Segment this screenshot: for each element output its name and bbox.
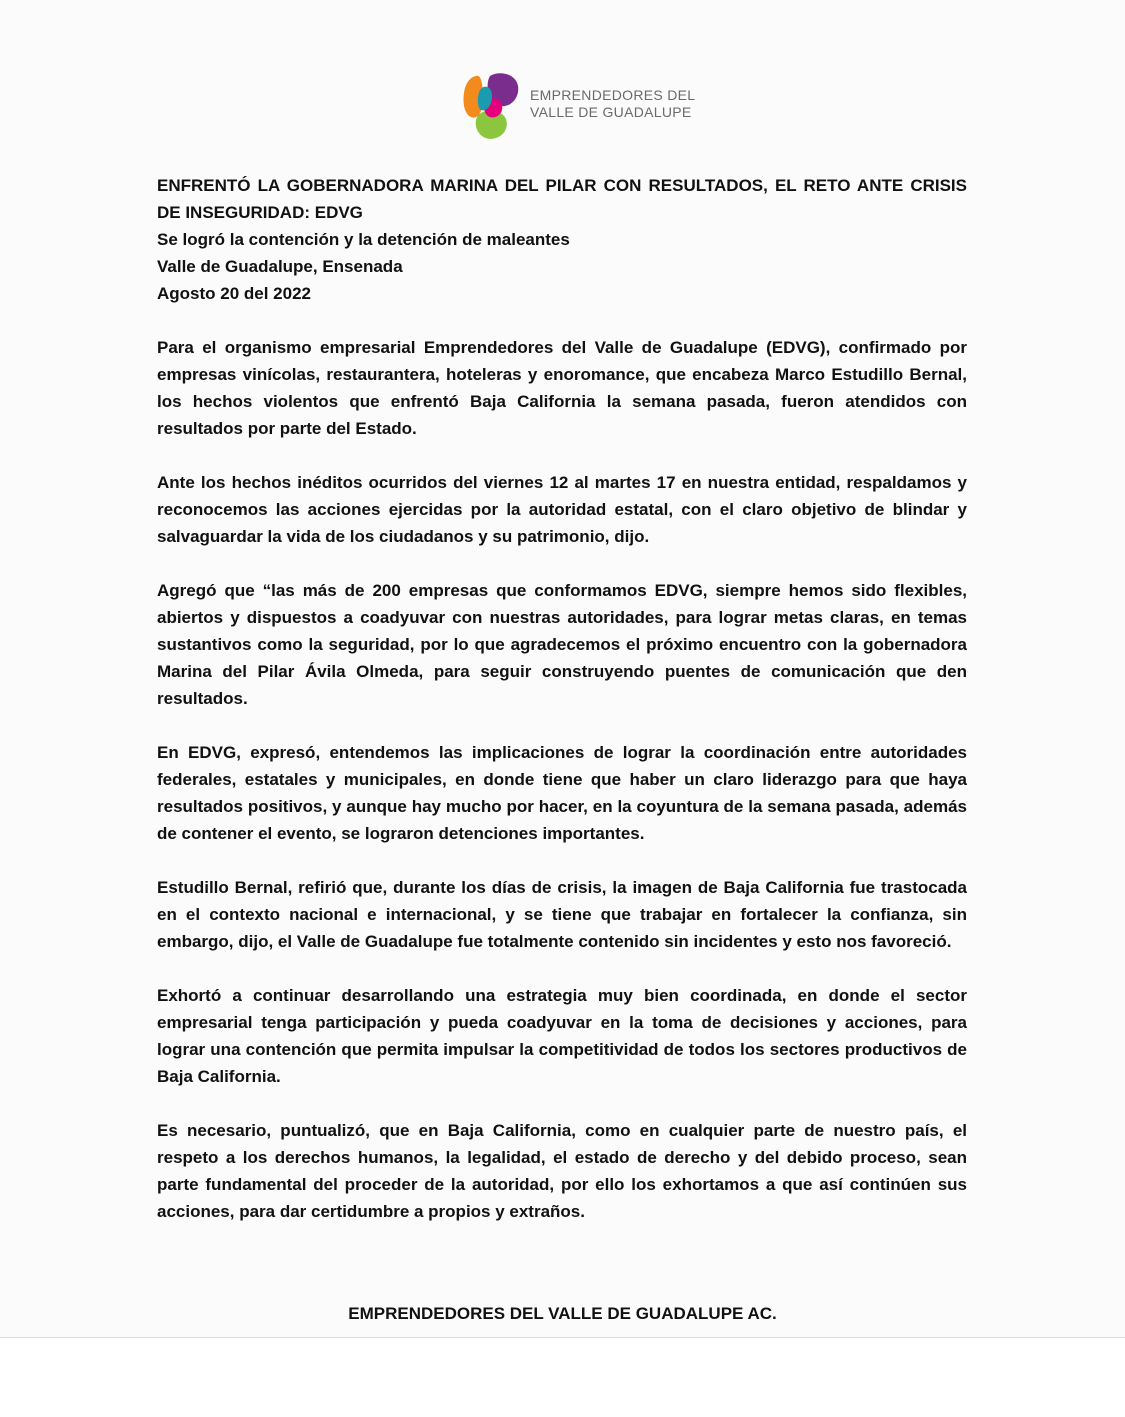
dateline-location: Valle de Guadalupe, Ensenada [157,257,403,276]
paragraph: Ante los hechos inéditos ocurridos del viernes 12 al martes 17 en nuestra entidad, respaldamos y reconocemos las acciones ejercidas por la autoridad estatal, con el claro objetivo de blindar y salvaguardar la vida de los ciudadanos y su patrimonio, dijo. [157,473,967,546]
paragraph: Es necesario, puntualizó, que en Baja California, como en cualquier parte de nuestro país, el respeto a los derechos humanos, la legalidad, el estado de derecho y del debido proceso, sean parte fundamental del proceder de la autoridad, por ello los exhortamos a que así continúen sus acciones, para dar certidumbre a propios y extraños. [157,1121,967,1221]
paragraph: Agregó que “las más de 200 empresas que conformamos EDVG, siempre hemos sido flexibles, abiertos y dispuestos a coadyuvar con nuestras autoridades, para lograr metas claras, en temas sustantivos como la seguridad, por lo que agradecemos el próximo encuentro con la gobernadora Marina del Pilar Ávila Olmeda, para seguir construyendo puentes de comunicación que den resultados. [157,581,967,708]
logo-mark-icon [462,70,522,142]
headline: ENFRENTÓ LA GOBERNADORA MARINA DEL PILAR CON RESULTADOS, EL RETO ANTE CRISIS DE INSEGURIDAD: EDVG [157,176,967,222]
organization-logo [462,70,695,142]
logo-line-1: EMPRENDEDORES DEL [530,87,696,103]
page-bottom-margin [0,1338,1125,1417]
paragraph: En EDVG, expresó, entendemos las implicaciones de lograr la coordinación entre autoridades federales, estatales y municipales, en donde tiene que haber un claro liderazgo para que haya resultados positivos, y aunque hay mucho por hacer, en la coyuntura de la semana pasada, además de contener el evento, se lograron detenciones importantes. [157,743,967,843]
logo-line-2: VALLE DE GUADALUPE [530,104,692,120]
logo-wordmark [530,87,695,121]
signature: EMPRENDEDORES DEL VALLE DE GUADALUPE AC. [348,1304,777,1323]
subheadline: Se logró la contención y la detención de maleantes [157,230,570,249]
press-release-body [157,172,967,1225]
paragraph: Exhortó a continuar desarrollando una estrategia muy bien coordinada, en donde el sector empresarial tenga participación y pueda coadyuvar en la toma de decisiones y acciones, para lograr una contención que permita impulsar la competitividad de todos los sectores productivos de Baja California. [157,986,967,1086]
dateline-date: Agosto 20 del 2022 [157,284,312,303]
paragraph: Para el organismo empresarial Emprendedores del Valle de Guadalupe (EDVG), confirmado por empresas vinícolas, restaurantera, hoteleras y enoromance, que encabeza Marco Estudillo Bernal, los hechos violentos que enfrentó Baja California la semana pasada, fueron atendidos con resultados por parte del Estado. [157,338,967,438]
press-release-header [157,172,967,307]
paragraph: Estudillo Bernal, refirió que, durante los días de crisis, la imagen de Baja California fue trastocada en el contexto nacional e internacional, y se tiene que trabajar en fortalecer la confianza, sin embargo, dijo, el Valle de Guadalupe fue totalmente contenido sin incidentes y esto nos favoreció. [157,878,967,951]
